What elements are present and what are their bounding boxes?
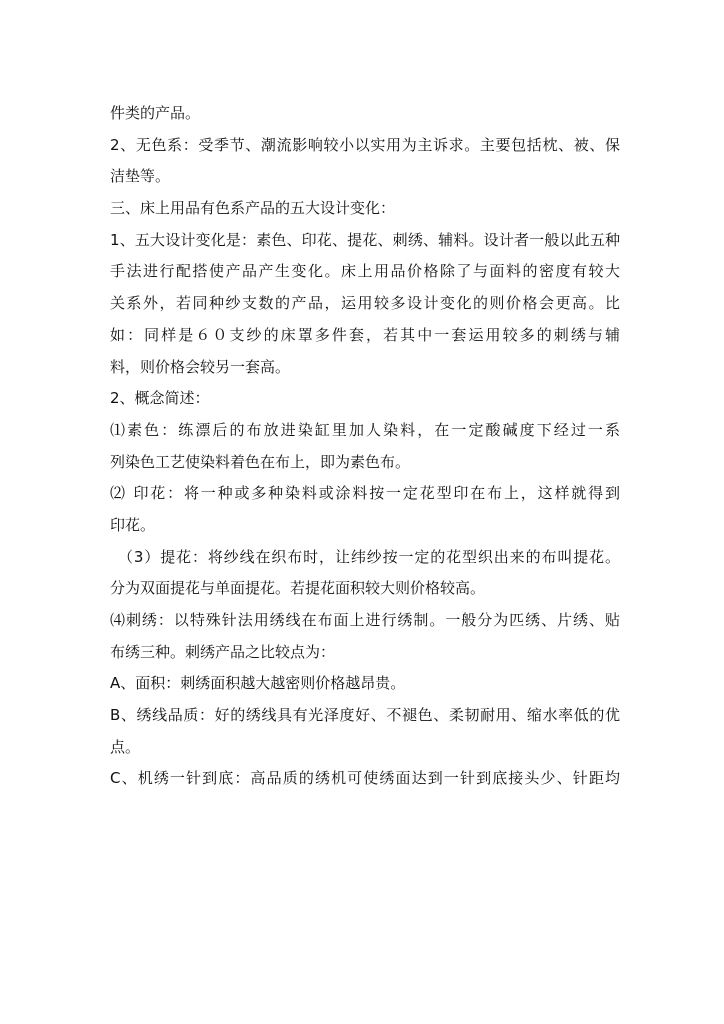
text-line: 2、概念简述： [110, 389, 210, 408]
text-line: 布绣三种。刺绣产品之比较点为： [110, 642, 336, 661]
text-line: 手法进行配搭使产品产生变化。床上用品价格除了与面料的密度有较大 [110, 262, 620, 281]
text-line: ⑵ 印花：将一种或多种染料或涂料按一定花型印在布上，这样就得到 [110, 484, 620, 503]
text-line: 1、五大设计变化是：素色、印花、提花、刺绣、辅料。设计者一般以此五种 [110, 230, 620, 249]
text-line: （3）提花：将纱线在织布时，让纬纱按一定的花型织出来的布叫提花。 [118, 547, 620, 566]
text-line: 件类的产品。 [110, 104, 201, 122]
text-line: ⑴素色：练漂后的布放进染缸里加人染料，在一定酸碱度下经过一系 [110, 420, 620, 439]
text-line: 列染色工艺使染料着色在布上，即为素色布。 [110, 452, 411, 471]
text-line: 印花。 [110, 515, 156, 534]
text-line: 关系外，若同种纱支数的产品，运用较多设计变化的则价格会更高。比 [110, 294, 620, 313]
text-line: B、绣线品质：好的绣线具有光泽度好、不褪色、柔韧耐用、缩水率低的优 [110, 706, 620, 725]
text-line: A、面积：刺绣面积越大越密则价格越昂贵。 [110, 674, 406, 693]
text-line: 2、无色系：受季节、潮流影响较小以实用为主诉求。主要包括枕、被、保 [110, 135, 620, 154]
text-line: 料，则价格会较另一套高。 [110, 357, 291, 376]
text-line: 三、床上用品有色系产品的五大设计变化： [110, 199, 396, 218]
text-line: 点。 [110, 737, 141, 756]
text-line: 分为双面提花与单面提花。若提花面积较大则价格较高。 [110, 579, 486, 598]
text-line: C、机绣一针到底：高品质的绣机可使绣面达到一针到底接头少、针距均 [110, 769, 620, 788]
text-line: 洁垫等。 [110, 167, 171, 186]
text-line: ⑷刺绣：以特殊针法用绣线在布面上进行绣制。一般分为匹绣、片绣、贴 [110, 611, 620, 629]
text-line: 如：同样是６０支纱的床罩多件套，若其中一套运用较多的刺绣与辅 [110, 325, 620, 344]
document-page [110, 98, 620, 795]
